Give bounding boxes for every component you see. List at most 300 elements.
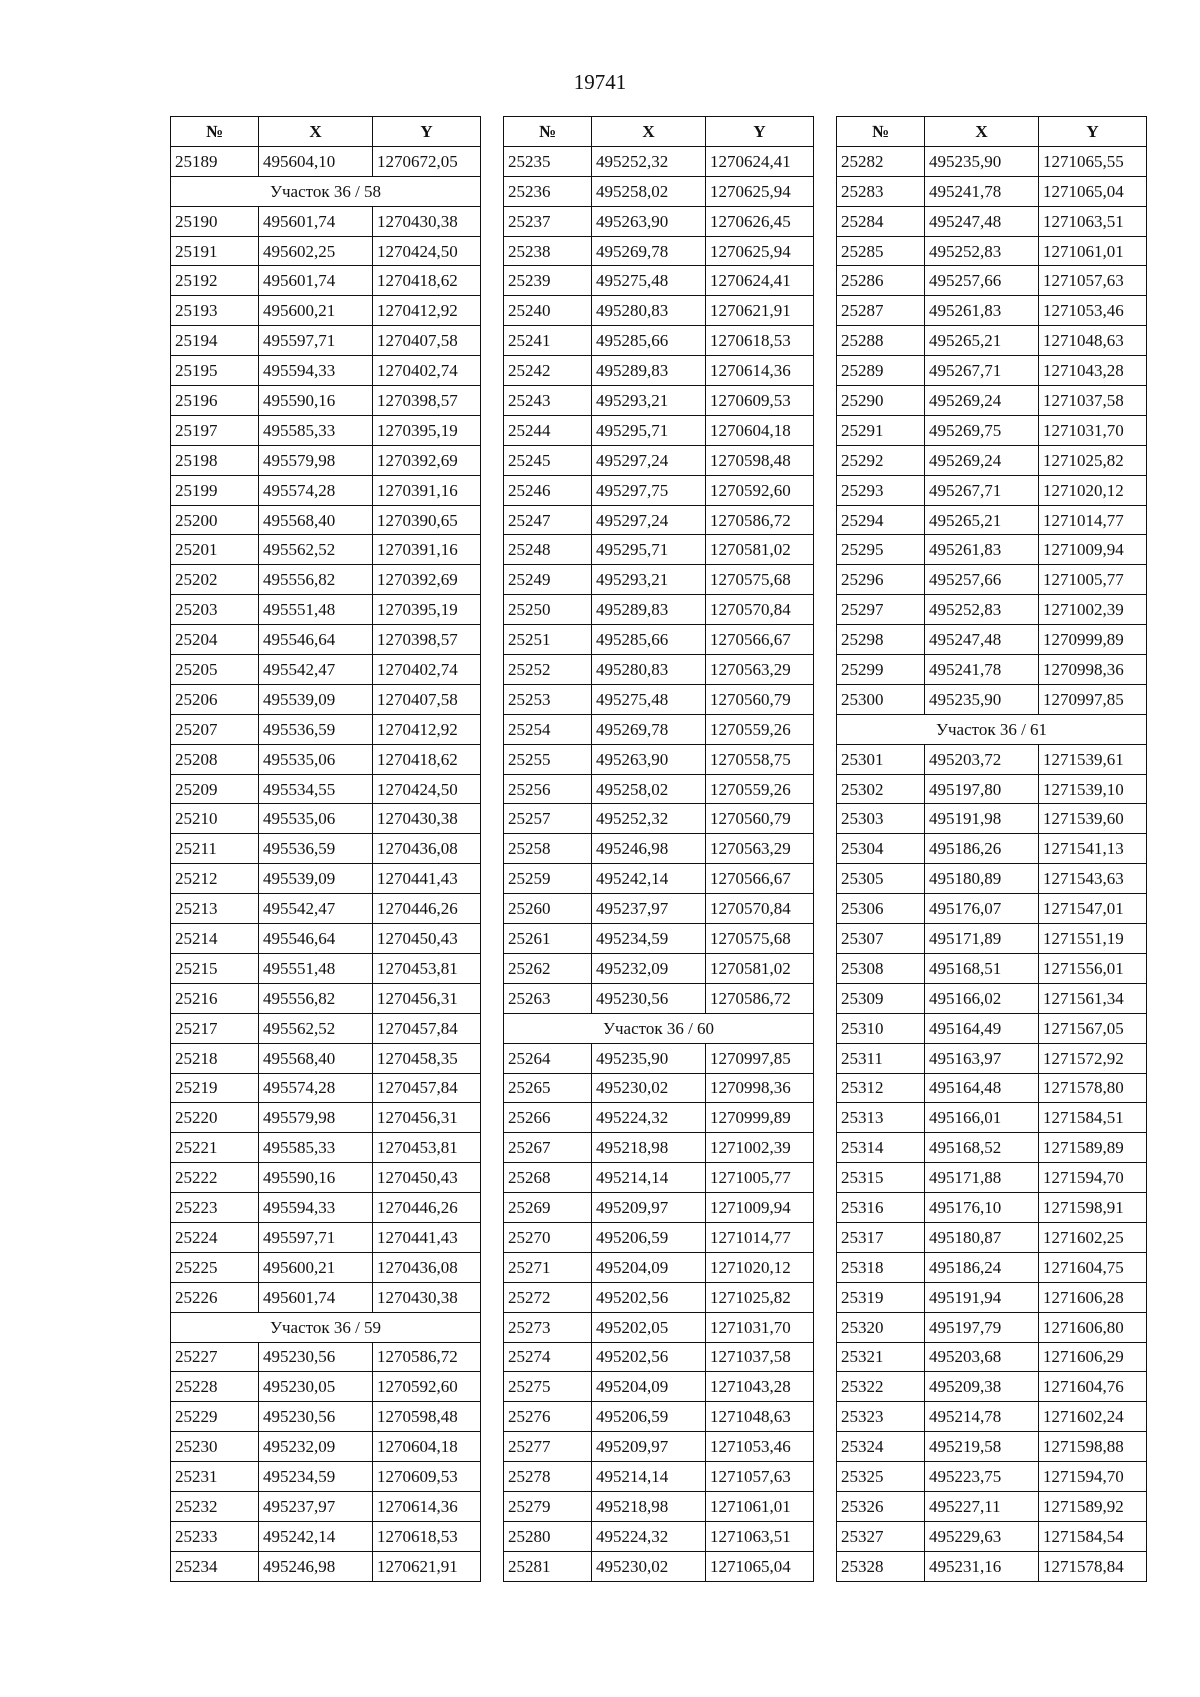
y-coordinate-cell: 1270418,62 <box>373 744 481 774</box>
x-coordinate-cell: 495214,14 <box>592 1462 706 1492</box>
point-number-cell: 25289 <box>837 356 925 386</box>
table-row <box>171 505 481 535</box>
x-coordinate-cell: 495542,47 <box>259 894 373 924</box>
table-row <box>504 326 814 356</box>
point-number-cell: 25193 <box>171 296 259 326</box>
table-row <box>504 1432 814 1462</box>
point-number-cell: 25197 <box>171 415 259 445</box>
table-body <box>504 146 814 1581</box>
y-coordinate-cell: 1270566,67 <box>706 864 814 894</box>
x-coordinate-cell: 495237,97 <box>592 894 706 924</box>
y-coordinate-cell: 1270570,84 <box>706 894 814 924</box>
point-number-cell: 25305 <box>837 864 925 894</box>
table-row <box>837 415 1147 445</box>
table-row <box>837 804 1147 834</box>
x-coordinate-cell: 495539,09 <box>259 864 373 894</box>
y-coordinate-cell: 1270618,53 <box>706 326 814 356</box>
x-coordinate-cell: 495289,83 <box>592 595 706 625</box>
table-row <box>837 1133 1147 1163</box>
x-coordinate-cell: 495562,52 <box>259 535 373 565</box>
y-coordinate-cell: 1271539,60 <box>1039 804 1147 834</box>
x-coordinate-cell: 495204,09 <box>592 1252 706 1282</box>
y-coordinate-cell: 1271598,88 <box>1039 1432 1147 1462</box>
y-coordinate-cell: 1270424,50 <box>373 236 481 266</box>
point-number-cell: 25318 <box>837 1252 925 1282</box>
y-coordinate-cell: 1271025,82 <box>706 1282 814 1312</box>
point-number-cell: 25290 <box>837 386 925 416</box>
x-coordinate-cell: 495176,10 <box>925 1193 1039 1223</box>
y-coordinate-cell: 1271031,70 <box>706 1312 814 1342</box>
x-coordinate-cell: 495166,01 <box>925 1103 1039 1133</box>
table-row <box>171 535 481 565</box>
y-coordinate-cell: 1270570,84 <box>706 595 814 625</box>
x-coordinate-cell: 495252,83 <box>925 595 1039 625</box>
table-row <box>171 1342 481 1372</box>
y-coordinate-cell: 1270430,38 <box>373 206 481 236</box>
y-coordinate-cell: 1270430,38 <box>373 804 481 834</box>
table-row <box>837 864 1147 894</box>
point-number-cell: 25222 <box>171 1163 259 1193</box>
x-coordinate-cell: 495258,02 <box>592 774 706 804</box>
y-coordinate-cell: 1270559,26 <box>706 774 814 804</box>
x-coordinate-cell: 495551,48 <box>259 953 373 983</box>
y-coordinate-cell: 1270412,92 <box>373 296 481 326</box>
x-coordinate-cell: 495265,21 <box>925 505 1039 535</box>
x-coordinate-cell: 495232,09 <box>592 953 706 983</box>
y-coordinate-cell: 1270453,81 <box>373 1133 481 1163</box>
x-coordinate-cell: 495289,83 <box>592 356 706 386</box>
x-coordinate-cell: 495297,24 <box>592 445 706 475</box>
table-row <box>837 386 1147 416</box>
section-title: Участок 36 / 61 <box>837 714 1147 744</box>
section-row <box>504 1013 814 1043</box>
y-coordinate-cell: 1271053,46 <box>1039 296 1147 326</box>
point-number-cell: 25194 <box>171 326 259 356</box>
x-coordinate-cell: 495209,97 <box>592 1432 706 1462</box>
x-coordinate-cell: 495265,21 <box>925 326 1039 356</box>
point-number-cell: 25253 <box>504 684 592 714</box>
header-y: Y <box>706 117 814 147</box>
header-x: X <box>925 117 1039 147</box>
table-row <box>504 595 814 625</box>
x-coordinate-cell: 495535,06 <box>259 804 373 834</box>
table-row <box>837 1432 1147 1462</box>
x-coordinate-cell: 495574,28 <box>259 1073 373 1103</box>
y-coordinate-cell: 1271541,13 <box>1039 834 1147 864</box>
x-coordinate-cell: 495176,07 <box>925 894 1039 924</box>
y-coordinate-cell: 1270392,69 <box>373 445 481 475</box>
x-coordinate-cell: 495237,97 <box>259 1491 373 1521</box>
point-number-cell: 25287 <box>837 296 925 326</box>
y-coordinate-cell: 1271061,01 <box>1039 236 1147 266</box>
y-coordinate-cell: 1271584,54 <box>1039 1521 1147 1551</box>
y-coordinate-cell: 1270390,65 <box>373 505 481 535</box>
y-coordinate-cell: 1270453,81 <box>373 953 481 983</box>
table-row <box>504 864 814 894</box>
point-number-cell: 25285 <box>837 236 925 266</box>
x-coordinate-cell: 495202,05 <box>592 1312 706 1342</box>
table-row <box>171 146 481 176</box>
point-number-cell: 25221 <box>171 1133 259 1163</box>
x-coordinate-cell: 495601,74 <box>259 206 373 236</box>
y-coordinate-cell: 1271589,89 <box>1039 1133 1147 1163</box>
x-coordinate-cell: 495180,89 <box>925 864 1039 894</box>
y-coordinate-cell: 1270609,53 <box>706 386 814 416</box>
table-row <box>171 415 481 445</box>
table-row <box>504 386 814 416</box>
point-number-cell: 25249 <box>504 565 592 595</box>
table-row <box>171 1193 481 1223</box>
table-row <box>837 1103 1147 1133</box>
table-row <box>837 774 1147 804</box>
y-coordinate-cell: 1270621,91 <box>706 296 814 326</box>
y-coordinate-cell: 1270997,85 <box>706 1043 814 1073</box>
section-title: Участок 36 / 58 <box>171 176 481 206</box>
table-row <box>171 1372 481 1402</box>
table-row <box>171 684 481 714</box>
section-title: Участок 36 / 59 <box>171 1312 481 1342</box>
y-coordinate-cell: 1271578,84 <box>1039 1551 1147 1581</box>
point-number-cell: 25312 <box>837 1073 925 1103</box>
point-number-cell: 25210 <box>171 804 259 834</box>
x-coordinate-cell: 495280,83 <box>592 655 706 685</box>
point-number-cell: 25236 <box>504 176 592 206</box>
table-row <box>171 1491 481 1521</box>
point-number-cell: 25327 <box>837 1521 925 1551</box>
point-number-cell: 25227 <box>171 1342 259 1372</box>
table-row <box>504 655 814 685</box>
y-coordinate-cell: 1270457,84 <box>373 1073 481 1103</box>
coordinates-table-3 <box>836 116 1147 1582</box>
y-coordinate-cell: 1270609,53 <box>373 1462 481 1492</box>
y-coordinate-cell: 1270563,29 <box>706 834 814 864</box>
y-coordinate-cell: 1271043,28 <box>706 1372 814 1402</box>
point-number-cell: 25281 <box>504 1551 592 1581</box>
y-coordinate-cell: 1271556,01 <box>1039 953 1147 983</box>
point-number-cell: 25199 <box>171 475 259 505</box>
point-number-cell: 25223 <box>171 1193 259 1223</box>
table-row <box>837 924 1147 954</box>
table-row <box>504 684 814 714</box>
table-row <box>837 953 1147 983</box>
point-number-cell: 25208 <box>171 744 259 774</box>
y-coordinate-cell: 1271005,77 <box>1039 565 1147 595</box>
table-row <box>171 475 481 505</box>
x-coordinate-cell: 495209,38 <box>925 1372 1039 1402</box>
y-coordinate-cell: 1270402,74 <box>373 356 481 386</box>
point-number-cell: 25216 <box>171 983 259 1013</box>
y-coordinate-cell: 1270625,94 <box>706 176 814 206</box>
table-row <box>504 834 814 864</box>
y-coordinate-cell: 1270997,85 <box>1039 684 1147 714</box>
y-coordinate-cell: 1271037,58 <box>706 1342 814 1372</box>
x-coordinate-cell: 495257,66 <box>925 266 1039 296</box>
table-row <box>171 595 481 625</box>
table-row <box>837 834 1147 864</box>
point-number-cell: 25283 <box>837 176 925 206</box>
table-row <box>504 744 814 774</box>
point-number-cell: 25240 <box>504 296 592 326</box>
table-header-row <box>504 117 814 147</box>
y-coordinate-cell: 1270998,36 <box>1039 655 1147 685</box>
x-coordinate-cell: 495230,56 <box>259 1402 373 1432</box>
y-coordinate-cell: 1270441,43 <box>373 1222 481 1252</box>
point-number-cell: 25309 <box>837 983 925 1013</box>
table-row <box>504 1551 814 1581</box>
point-number-cell: 25252 <box>504 655 592 685</box>
x-coordinate-cell: 495590,16 <box>259 386 373 416</box>
table-row <box>837 206 1147 236</box>
point-number-cell: 25276 <box>504 1402 592 1432</box>
point-number-cell: 25271 <box>504 1252 592 1282</box>
y-coordinate-cell: 1271606,29 <box>1039 1342 1147 1372</box>
point-number-cell: 25264 <box>504 1043 592 1073</box>
y-coordinate-cell: 1270566,67 <box>706 625 814 655</box>
y-coordinate-cell: 1271606,28 <box>1039 1282 1147 1312</box>
point-number-cell: 25267 <box>504 1133 592 1163</box>
point-number-cell: 25237 <box>504 206 592 236</box>
point-number-cell: 25191 <box>171 236 259 266</box>
point-number-cell: 25234 <box>171 1551 259 1581</box>
table-row <box>504 924 814 954</box>
y-coordinate-cell: 1271547,01 <box>1039 894 1147 924</box>
y-coordinate-cell: 1271002,39 <box>1039 595 1147 625</box>
x-coordinate-cell: 495267,71 <box>925 475 1039 505</box>
y-coordinate-cell: 1270398,57 <box>373 386 481 416</box>
table-row <box>171 1013 481 1043</box>
table-row <box>171 1133 481 1163</box>
point-number-cell: 25265 <box>504 1073 592 1103</box>
table-row <box>171 1043 481 1073</box>
table-row <box>504 774 814 804</box>
x-coordinate-cell: 495235,90 <box>925 146 1039 176</box>
x-coordinate-cell: 495230,02 <box>592 1551 706 1581</box>
table-row <box>837 1402 1147 1432</box>
point-number-cell: 25242 <box>504 356 592 386</box>
point-number-cell: 25214 <box>171 924 259 954</box>
point-number-cell: 25300 <box>837 684 925 714</box>
point-number-cell: 25201 <box>171 535 259 565</box>
x-coordinate-cell: 495594,33 <box>259 356 373 386</box>
point-number-cell: 25317 <box>837 1222 925 1252</box>
x-coordinate-cell: 495258,02 <box>592 176 706 206</box>
y-coordinate-cell: 1270412,92 <box>373 714 481 744</box>
table-row <box>171 864 481 894</box>
y-coordinate-cell: 1270558,75 <box>706 744 814 774</box>
point-number-cell: 25198 <box>171 445 259 475</box>
table-row <box>837 326 1147 356</box>
y-coordinate-cell: 1271057,63 <box>706 1462 814 1492</box>
x-coordinate-cell: 495234,59 <box>259 1462 373 1492</box>
table-row <box>504 953 814 983</box>
point-number-cell: 25299 <box>837 655 925 685</box>
table-row <box>837 1252 1147 1282</box>
table-row <box>171 206 481 236</box>
point-number-cell: 25324 <box>837 1432 925 1462</box>
x-coordinate-cell: 495556,82 <box>259 565 373 595</box>
x-coordinate-cell: 495168,51 <box>925 953 1039 983</box>
y-coordinate-cell: 1270592,60 <box>706 475 814 505</box>
y-coordinate-cell: 1270998,36 <box>706 1073 814 1103</box>
x-coordinate-cell: 495241,78 <box>925 176 1039 206</box>
y-coordinate-cell: 1270625,94 <box>706 236 814 266</box>
x-coordinate-cell: 495214,78 <box>925 1402 1039 1432</box>
point-number-cell: 25189 <box>171 146 259 176</box>
y-coordinate-cell: 1271578,80 <box>1039 1073 1147 1103</box>
x-coordinate-cell: 495197,79 <box>925 1312 1039 1342</box>
x-coordinate-cell: 495186,24 <box>925 1252 1039 1282</box>
y-coordinate-cell: 1271561,34 <box>1039 983 1147 1013</box>
y-coordinate-cell: 1271002,39 <box>706 1133 814 1163</box>
y-coordinate-cell: 1271539,61 <box>1039 744 1147 774</box>
x-coordinate-cell: 495241,78 <box>925 655 1039 685</box>
x-coordinate-cell: 495568,40 <box>259 505 373 535</box>
x-coordinate-cell: 495202,56 <box>592 1342 706 1372</box>
table-row <box>837 1193 1147 1223</box>
y-coordinate-cell: 1270418,62 <box>373 266 481 296</box>
point-number-cell: 25313 <box>837 1103 925 1133</box>
point-number-cell: 25190 <box>171 206 259 236</box>
table-row <box>171 1103 481 1133</box>
x-coordinate-cell: 495590,16 <box>259 1163 373 1193</box>
y-coordinate-cell: 1270446,26 <box>373 894 481 924</box>
point-number-cell: 25280 <box>504 1521 592 1551</box>
x-coordinate-cell: 495546,64 <box>259 625 373 655</box>
table-row <box>837 1222 1147 1252</box>
table-row <box>837 1372 1147 1402</box>
y-coordinate-cell: 1271598,91 <box>1039 1193 1147 1223</box>
table-row <box>837 1163 1147 1193</box>
table-header-row <box>171 117 481 147</box>
point-number-cell: 25315 <box>837 1163 925 1193</box>
header-y: Y <box>373 117 481 147</box>
y-coordinate-cell: 1271572,92 <box>1039 1043 1147 1073</box>
y-coordinate-cell: 1270450,43 <box>373 924 481 954</box>
x-coordinate-cell: 495269,78 <box>592 236 706 266</box>
y-coordinate-cell: 1271606,80 <box>1039 1312 1147 1342</box>
point-number-cell: 25269 <box>504 1193 592 1223</box>
y-coordinate-cell: 1271584,51 <box>1039 1103 1147 1133</box>
y-coordinate-cell: 1270424,50 <box>373 774 481 804</box>
x-coordinate-cell: 495604,10 <box>259 146 373 176</box>
table-row <box>171 565 481 595</box>
x-coordinate-cell: 495219,58 <box>925 1432 1039 1462</box>
x-coordinate-cell: 495585,33 <box>259 415 373 445</box>
x-coordinate-cell: 495562,52 <box>259 1013 373 1043</box>
point-number-cell: 25316 <box>837 1193 925 1223</box>
table-row <box>837 1013 1147 1043</box>
x-coordinate-cell: 495235,90 <box>925 684 1039 714</box>
point-number-cell: 25196 <box>171 386 259 416</box>
point-number-cell: 25226 <box>171 1282 259 1312</box>
point-number-cell: 25202 <box>171 565 259 595</box>
point-number-cell: 25268 <box>504 1163 592 1193</box>
y-coordinate-cell: 1271014,77 <box>706 1222 814 1252</box>
x-coordinate-cell: 495166,02 <box>925 983 1039 1013</box>
table-body <box>837 146 1147 1581</box>
x-coordinate-cell: 495293,21 <box>592 565 706 595</box>
x-coordinate-cell: 495231,16 <box>925 1551 1039 1581</box>
point-number-cell: 25219 <box>171 1073 259 1103</box>
point-number-cell: 25301 <box>837 744 925 774</box>
y-coordinate-cell: 1270575,68 <box>706 565 814 595</box>
point-number-cell: 25200 <box>171 505 259 535</box>
point-number-cell: 25325 <box>837 1462 925 1492</box>
y-coordinate-cell: 1270592,60 <box>373 1372 481 1402</box>
table-row <box>171 655 481 685</box>
x-coordinate-cell: 495285,66 <box>592 625 706 655</box>
table-row <box>504 176 814 206</box>
table-row <box>837 296 1147 326</box>
y-coordinate-cell: 1271053,46 <box>706 1432 814 1462</box>
y-coordinate-cell: 1271031,70 <box>1039 415 1147 445</box>
table-row <box>171 1282 481 1312</box>
table-row <box>171 953 481 983</box>
x-coordinate-cell: 495600,21 <box>259 296 373 326</box>
table-row <box>171 1402 481 1432</box>
table-row <box>504 1163 814 1193</box>
x-coordinate-cell: 495257,66 <box>925 565 1039 595</box>
table-row <box>504 804 814 834</box>
table-row <box>171 924 481 954</box>
point-number-cell: 25297 <box>837 595 925 625</box>
table-row <box>837 1521 1147 1551</box>
y-coordinate-cell: 1270586,72 <box>706 505 814 535</box>
y-coordinate-cell: 1270624,41 <box>706 146 814 176</box>
x-coordinate-cell: 495186,26 <box>925 834 1039 864</box>
x-coordinate-cell: 495247,48 <box>925 206 1039 236</box>
table-body <box>171 146 481 1581</box>
x-coordinate-cell: 495597,71 <box>259 1222 373 1252</box>
point-number-cell: 25243 <box>504 386 592 416</box>
x-coordinate-cell: 495242,14 <box>592 864 706 894</box>
x-coordinate-cell: 495285,66 <box>592 326 706 356</box>
point-number-cell: 25239 <box>504 266 592 296</box>
y-coordinate-cell: 1271594,70 <box>1039 1163 1147 1193</box>
point-number-cell: 25218 <box>171 1043 259 1073</box>
x-coordinate-cell: 495585,33 <box>259 1133 373 1163</box>
point-number-cell: 25247 <box>504 505 592 535</box>
y-coordinate-cell: 1270407,58 <box>373 326 481 356</box>
y-coordinate-cell: 1271061,01 <box>706 1491 814 1521</box>
point-number-cell: 25302 <box>837 774 925 804</box>
point-number-cell: 25306 <box>837 894 925 924</box>
y-coordinate-cell: 1270598,48 <box>706 445 814 475</box>
header-x: X <box>259 117 373 147</box>
y-coordinate-cell: 1270402,74 <box>373 655 481 685</box>
point-number-cell: 25258 <box>504 834 592 864</box>
point-number-cell: 25261 <box>504 924 592 954</box>
table-row <box>837 1073 1147 1103</box>
y-coordinate-cell: 1270441,43 <box>373 864 481 894</box>
table-row <box>837 894 1147 924</box>
y-coordinate-cell: 1270581,02 <box>706 535 814 565</box>
table-row <box>171 266 481 296</box>
table-row <box>504 296 814 326</box>
x-coordinate-cell: 495280,83 <box>592 296 706 326</box>
y-coordinate-cell: 1271014,77 <box>1039 505 1147 535</box>
x-coordinate-cell: 495579,98 <box>259 445 373 475</box>
point-number-cell: 25286 <box>837 266 925 296</box>
table-row <box>504 625 814 655</box>
y-coordinate-cell: 1270559,26 <box>706 714 814 744</box>
point-number-cell: 25274 <box>504 1342 592 1372</box>
point-number-cell: 25323 <box>837 1402 925 1432</box>
x-coordinate-cell: 495295,71 <box>592 415 706 445</box>
x-coordinate-cell: 495232,09 <box>259 1432 373 1462</box>
x-coordinate-cell: 495227,11 <box>925 1491 1039 1521</box>
y-coordinate-cell: 1270672,05 <box>373 146 481 176</box>
